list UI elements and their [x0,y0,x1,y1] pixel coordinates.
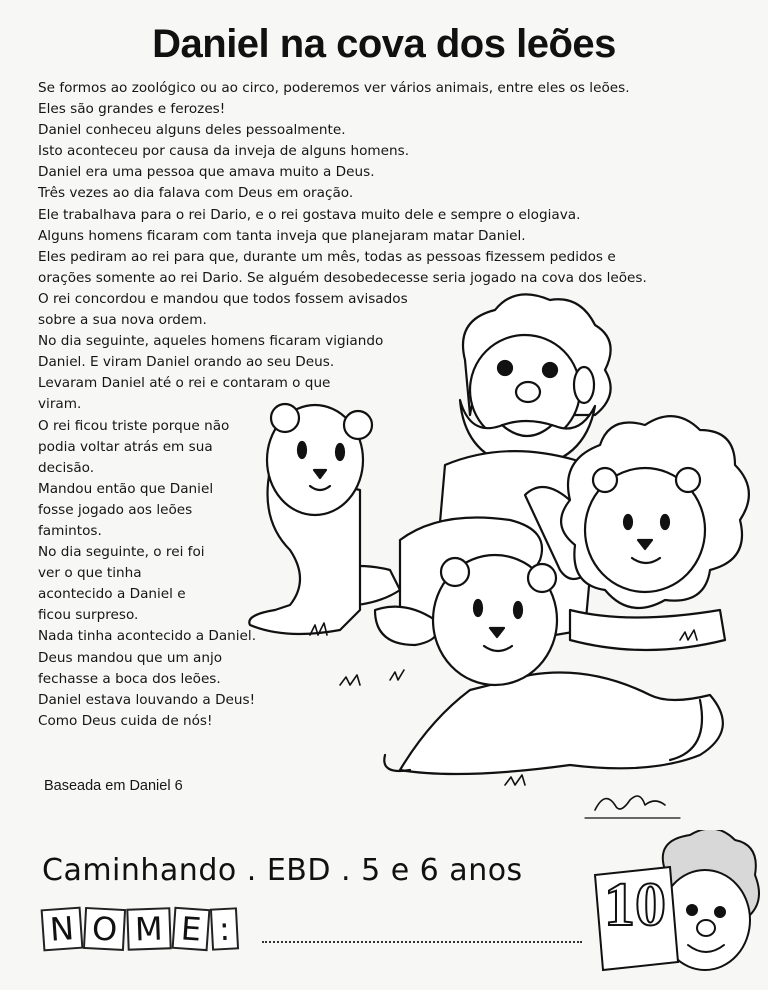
story-line: Daniel estava louvando a Deus! [38,691,256,708]
story-line: Isto aconteceu por causa da inveja de alguns homens. [38,143,410,160]
name-letter: M [126,907,171,950]
lion-right [561,416,749,650]
story-line: Mandou então que Daniel [38,480,214,497]
page-title: Daniel na cova dos leões [152,22,616,66]
story-line: Como Deus cuida de nós! [38,712,213,729]
story-line: O rei ficou triste porque não [38,417,230,434]
name-label [42,905,240,953]
name-letter: O [83,907,126,951]
series-title: Caminhando . EBD . 5 e 6 anos [42,853,523,888]
story-line: Daniel. E viram Daniel orando ao seu Deus. [38,354,335,371]
story-line: Ele trabalhava para o rei Dario, e o rei gostava muito dele e sempre o elogiava. [38,206,581,223]
bible-reference: Baseada em Daniel 6 [44,778,183,794]
story-line: sobre a sua nova ordem. [38,312,207,329]
daniel-lions-illustration [240,290,760,830]
story-line: ver o que tinha [38,565,142,582]
story-line: Eles são grandes e ferozes! [38,101,226,118]
story-line: decisão. [38,459,95,476]
story-line: podia voltar atrás em sua [38,438,213,455]
story-line: fosse jogado aos leões [38,501,193,518]
story-line: Alguns homens ficaram com tanta inveja que planejaram matar Daniel. [38,227,526,244]
name-letter: E [171,907,210,951]
story-line: viram. [38,396,82,413]
story-line: Se formos ao zoológico ou ao circo, poderemos ver vários animais, entre eles os leões. [38,80,630,96]
lioness-left [249,404,372,634]
page-number: 10 [604,871,666,939]
story-line: No dia seguinte, o rei foi [38,544,205,561]
story-line: Nada tinha acontecido a Daniel. [38,628,257,645]
story-line: famintos. [38,522,102,539]
name-letter: N [41,907,84,952]
story-line: acontecido a Daniel e [38,586,186,603]
story-line: Levaram Daniel até o rei e contaram o que [38,375,331,392]
story-line: Três vezes ao dia falava com Deus em oração. [38,185,354,202]
name-letter: : [210,907,239,950]
story-line: No dia seguinte, aqueles homens ficaram vigiando [38,333,384,350]
story-line: fechasse a boca dos leões. [38,670,221,687]
story-line: ficou surpreso. [38,607,139,624]
story-line: Deus mandou que um anjo [38,649,223,666]
story-line: Daniel conheceu alguns deles pessoalmente. [38,122,346,139]
story-line: Eles pediram ao rei para que, durante um mês, todas as pessoas fizessem pedidos e [38,248,616,265]
story-line: O rei concordou e mandou que todos fossem avisados [38,290,408,307]
name-write-line[interactable] [262,939,582,943]
artist-signature [595,796,665,810]
story-line: Daniel era uma pessoa que amava muito a Deus. [38,164,375,181]
story-line: orações somente ao rei Dario. Se alguém desobedecesse seria jogado na cova dos leões. [38,269,647,286]
